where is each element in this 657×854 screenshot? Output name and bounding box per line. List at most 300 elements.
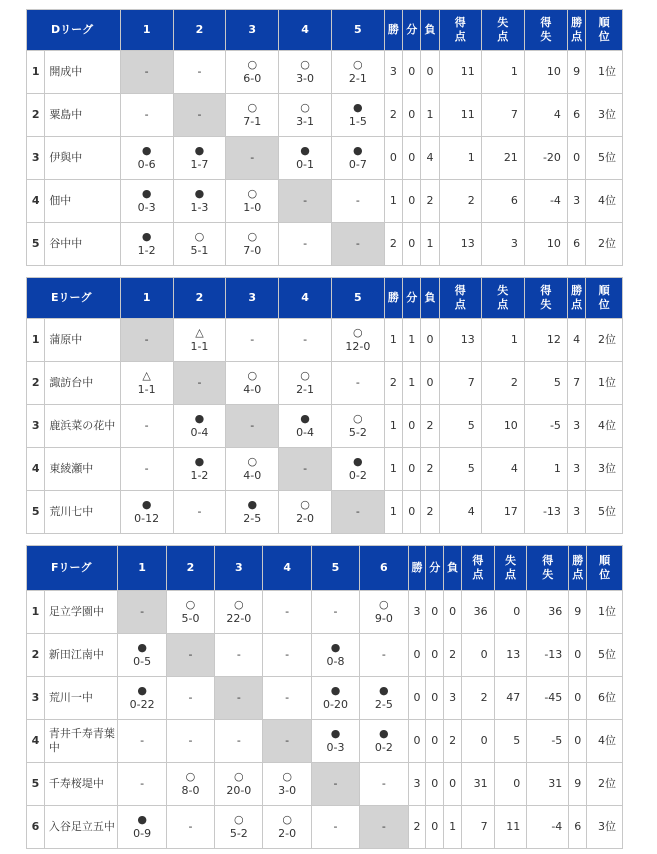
draws: 0 — [426, 763, 444, 806]
match-result — [226, 94, 279, 137]
result-mark: ● — [247, 498, 258, 511]
points: 7 — [567, 362, 585, 405]
opponent-header: 3 — [215, 546, 263, 591]
result-mark: ○ — [234, 770, 244, 783]
stat-header: 失 点 — [481, 10, 524, 51]
result-mark: ○ — [185, 770, 196, 783]
result-mark: ○ — [194, 230, 205, 243]
goals-for: 0 — [462, 720, 495, 763]
goals-against: 11 — [494, 806, 527, 849]
wins: 1 — [384, 180, 402, 223]
goal-difference: -45 — [527, 677, 569, 720]
stat-header: 得 点 — [439, 10, 481, 51]
result-mark: ● — [330, 727, 341, 740]
opponent-header: 3 — [226, 278, 279, 319]
match-score: - — [285, 734, 290, 747]
result-mark: ● — [137, 684, 147, 697]
match-score: 0-2 — [374, 741, 393, 754]
result-mark: ● — [353, 144, 363, 157]
losses: 0 — [421, 319, 439, 362]
result-mark: ● — [194, 455, 205, 468]
losses: 0 — [421, 51, 439, 94]
match-result — [173, 448, 226, 491]
match-score: - — [236, 648, 241, 661]
match-score: - — [188, 691, 193, 704]
stat-header: 得 失 — [524, 278, 567, 319]
team-name: 諏訪台中 — [45, 362, 120, 405]
stat-header: 勝 点 — [567, 10, 585, 51]
goals-against: 2 — [481, 362, 524, 405]
result-mark: ○ — [300, 369, 310, 382]
stat-header: 分 — [403, 10, 421, 51]
result-mark: ● — [141, 498, 152, 511]
goal-difference: -13 — [527, 634, 569, 677]
goals-for: 11 — [439, 51, 481, 94]
losses: 0 — [444, 763, 462, 806]
goals-against: 6 — [481, 180, 524, 223]
table-row — [27, 634, 623, 677]
result-mark: ● — [330, 684, 341, 697]
self-match-cell — [360, 806, 408, 849]
rank: 4位 — [586, 180, 623, 223]
result-mark: ● — [379, 684, 389, 697]
goals-for: 13 — [439, 223, 481, 266]
stat-header: 負 — [421, 278, 439, 319]
match-result — [226, 491, 279, 534]
match-result — [215, 720, 263, 763]
wins: 1 — [384, 405, 402, 448]
match-result — [118, 763, 166, 806]
losses: 0 — [421, 362, 439, 405]
match-score: - — [144, 65, 149, 78]
rank: 5位 — [586, 491, 623, 534]
table-row — [27, 720, 623, 763]
team-name: 入谷足立五中 — [44, 806, 118, 849]
row-number: 5 — [27, 491, 45, 534]
match-result — [226, 319, 279, 362]
self-match-cell — [173, 94, 226, 137]
goals-for: 0 — [462, 634, 495, 677]
match-score: - — [285, 648, 290, 661]
league-title: Eリーグ — [27, 278, 121, 319]
match-result — [226, 448, 279, 491]
match-result — [279, 491, 332, 534]
goals-for: 11 — [439, 94, 481, 137]
match-result — [279, 51, 332, 94]
losses: 0 — [444, 591, 462, 634]
match-score: 8-0 — [181, 784, 200, 797]
self-match-cell — [120, 51, 173, 94]
match-score: - — [140, 777, 145, 790]
match-result — [173, 223, 226, 266]
table-row — [27, 180, 623, 223]
match-score: 2-0 — [296, 512, 315, 525]
table-row — [27, 806, 623, 849]
match-score: 20-0 — [226, 784, 252, 797]
match-score: - — [236, 691, 241, 704]
result-mark: ● — [141, 144, 152, 157]
rank: 4位 — [586, 405, 623, 448]
result-mark: ● — [379, 727, 389, 740]
goals-against: 10 — [481, 405, 524, 448]
losses: 2 — [444, 720, 462, 763]
wins: 3 — [384, 51, 402, 94]
opponent-header: 5 — [331, 10, 384, 51]
match-result — [360, 677, 408, 720]
match-score: 1-1 — [137, 383, 156, 396]
goals-for: 5 — [439, 405, 481, 448]
draws: 0 — [426, 677, 444, 720]
draws: 0 — [426, 806, 444, 849]
match-result — [166, 720, 214, 763]
result-mark: ○ — [247, 101, 258, 114]
match-score: - — [236, 734, 241, 747]
result-mark: ● — [194, 144, 205, 157]
match-score: - — [197, 65, 202, 78]
league-title: Fリーグ — [27, 546, 118, 591]
result-mark: ● — [141, 230, 152, 243]
match-result — [279, 405, 332, 448]
match-result — [173, 319, 226, 362]
opponent-header: 5 — [331, 278, 384, 319]
draws: 0 — [403, 223, 421, 266]
team-name: 開成中 — [45, 51, 120, 94]
row-number: 2 — [27, 94, 45, 137]
losses: 1 — [421, 94, 439, 137]
draws: 0 — [403, 51, 421, 94]
match-result — [263, 806, 311, 849]
match-score: - — [197, 108, 202, 121]
points: 9 — [569, 591, 587, 634]
match-result — [118, 720, 166, 763]
points: 6 — [567, 94, 585, 137]
points: 3 — [567, 448, 585, 491]
result-mark: △ — [142, 369, 151, 382]
rank: 3位 — [586, 94, 623, 137]
match-result — [331, 448, 384, 491]
team-name: 足立学園中 — [44, 591, 118, 634]
self-match-cell — [311, 763, 359, 806]
match-score: 0-3 — [326, 741, 345, 754]
stat-header: 得 失 — [524, 10, 567, 51]
result-mark: ● — [353, 455, 363, 468]
row-number: 4 — [27, 720, 45, 763]
match-result — [331, 362, 384, 405]
row-number: 5 — [27, 763, 45, 806]
stat-header: 分 — [426, 546, 444, 591]
team-name: 谷中中 — [45, 223, 120, 266]
result-mark: ○ — [234, 598, 244, 611]
self-match-cell — [279, 180, 332, 223]
goals-against: 5 — [494, 720, 527, 763]
rank: 3位 — [586, 448, 623, 491]
stat-header: 勝 — [384, 278, 402, 319]
goal-difference: -5 — [527, 720, 569, 763]
wins: 0 — [408, 720, 426, 763]
result-mark: ○ — [379, 598, 389, 611]
stat-header: 勝 — [408, 546, 426, 591]
match-score: 0-4 — [190, 426, 209, 439]
match-result — [120, 405, 173, 448]
match-result — [279, 137, 332, 180]
match-result — [166, 677, 214, 720]
self-match-cell — [331, 223, 384, 266]
row-number: 5 — [27, 223, 45, 266]
goal-difference: 31 — [527, 763, 569, 806]
rank: 5位 — [586, 137, 623, 180]
stat-header: 得 失 — [527, 546, 569, 591]
match-score: 1-1 — [190, 340, 209, 353]
stat-header: 得 点 — [439, 278, 481, 319]
match-result — [331, 94, 384, 137]
self-match-cell — [226, 137, 279, 180]
team-name: 伊與中 — [45, 137, 120, 180]
goals-against: 4 — [481, 448, 524, 491]
stat-header: 得 点 — [462, 546, 495, 591]
losses: 1 — [421, 223, 439, 266]
match-score: - — [250, 419, 255, 432]
rank: 2位 — [587, 763, 623, 806]
draws: 0 — [403, 137, 421, 180]
row-number: 4 — [27, 180, 45, 223]
result-mark: ○ — [234, 813, 244, 826]
result-mark: ● — [353, 101, 363, 114]
match-score: 2-5 — [243, 512, 262, 525]
match-result — [311, 634, 359, 677]
match-result — [279, 94, 332, 137]
match-score: - — [303, 462, 308, 475]
match-score: 1-2 — [137, 244, 156, 257]
match-score: 1-3 — [190, 201, 209, 214]
match-score: 7-0 — [243, 244, 262, 257]
goals-against: 0 — [494, 591, 527, 634]
match-result — [263, 634, 311, 677]
match-score: - — [197, 376, 202, 389]
match-result — [173, 137, 226, 180]
match-result — [166, 591, 214, 634]
row-number: 1 — [27, 591, 45, 634]
goals-against: 7 — [481, 94, 524, 137]
match-score: - — [355, 505, 360, 518]
opponent-header: 4 — [279, 278, 332, 319]
match-result — [120, 180, 173, 223]
opponent-header: 4 — [279, 10, 332, 51]
match-score: 0-20 — [323, 698, 348, 711]
self-match-cell — [173, 362, 226, 405]
wins: 2 — [408, 806, 426, 849]
result-mark: ● — [137, 813, 147, 826]
row-number: 6 — [27, 806, 45, 849]
losses: 3 — [444, 677, 462, 720]
result-mark: ● — [194, 187, 205, 200]
wins: 0 — [384, 137, 402, 180]
stat-header: 順 位 — [586, 10, 623, 51]
match-result — [263, 763, 311, 806]
points: 3 — [567, 180, 585, 223]
goals-for: 7 — [462, 806, 495, 849]
match-result — [173, 491, 226, 534]
rank: 4位 — [587, 720, 623, 763]
result-mark: ○ — [353, 58, 363, 71]
match-score: 2-0 — [278, 827, 297, 840]
stat-header: 勝 点 — [567, 278, 585, 319]
wins: 1 — [384, 319, 402, 362]
goals-for: 13 — [439, 319, 481, 362]
match-score: 0-8 — [326, 655, 345, 668]
goal-difference: 1 — [524, 448, 567, 491]
match-result — [360, 720, 408, 763]
match-score: 0-12 — [134, 512, 160, 525]
league-table — [26, 545, 623, 849]
team-name: 荒川七中 — [45, 491, 120, 534]
match-score: - — [303, 237, 308, 250]
table-row — [27, 51, 623, 94]
result-mark: ○ — [300, 58, 310, 71]
match-score: - — [303, 333, 308, 346]
stat-header: 失 点 — [494, 546, 527, 591]
match-score: 2-1 — [296, 383, 315, 396]
match-score: 1-5 — [348, 115, 367, 128]
match-result — [263, 677, 311, 720]
match-score: 4-0 — [243, 383, 262, 396]
result-mark: ○ — [185, 598, 196, 611]
goals-for: 2 — [462, 677, 495, 720]
match-result — [215, 634, 263, 677]
header-row — [27, 546, 623, 591]
draws: 0 — [403, 491, 421, 534]
wins: 3 — [408, 763, 426, 806]
result-mark: ○ — [300, 101, 310, 114]
self-match-cell — [263, 720, 311, 763]
result-mark: ● — [330, 641, 341, 654]
goal-difference: -20 — [524, 137, 567, 180]
match-result — [360, 591, 408, 634]
result-mark: ○ — [282, 813, 292, 826]
draws: 0 — [426, 634, 444, 677]
match-score: 1-0 — [243, 201, 262, 214]
match-score: 0-3 — [137, 201, 156, 214]
goals-for: 31 — [462, 763, 495, 806]
match-result — [279, 362, 332, 405]
match-score: - — [250, 151, 255, 164]
league-table — [26, 9, 623, 266]
match-result — [120, 223, 173, 266]
goals-against: 13 — [494, 634, 527, 677]
stat-header: 分 — [403, 278, 421, 319]
match-score: 0-1 — [296, 158, 315, 171]
goals-for: 1 — [439, 137, 481, 180]
team-name: 荒川一中 — [44, 677, 118, 720]
match-result — [120, 137, 173, 180]
opponent-header: 1 — [120, 10, 173, 51]
header-row — [27, 10, 623, 51]
goals-against: 21 — [481, 137, 524, 180]
match-score: - — [355, 194, 360, 207]
match-score: - — [188, 820, 193, 833]
losses: 2 — [444, 634, 462, 677]
table-row — [27, 677, 623, 720]
wins: 2 — [384, 223, 402, 266]
goals-against: 47 — [494, 677, 527, 720]
match-score: - — [144, 419, 149, 432]
match-score: - — [285, 605, 290, 618]
self-match-cell — [226, 405, 279, 448]
draws: 0 — [403, 94, 421, 137]
match-score: - — [188, 734, 193, 747]
match-score: 5-1 — [190, 244, 209, 257]
row-number: 1 — [27, 319, 45, 362]
league-table — [26, 277, 623, 534]
table-row — [27, 763, 623, 806]
goal-difference: 5 — [524, 362, 567, 405]
goal-difference: 4 — [524, 94, 567, 137]
opponent-header: 1 — [118, 546, 166, 591]
wins: 2 — [384, 94, 402, 137]
goals-against: 0 — [494, 763, 527, 806]
goals-against: 3 — [481, 223, 524, 266]
match-score: - — [197, 505, 202, 518]
table-row — [27, 94, 623, 137]
team-name: 佃中 — [45, 180, 120, 223]
result-mark: ● — [300, 144, 310, 157]
opponent-header: 2 — [166, 546, 214, 591]
goals-for: 2 — [439, 180, 481, 223]
draws: 0 — [403, 405, 421, 448]
goals-against: 1 — [481, 51, 524, 94]
match-result — [215, 591, 263, 634]
opponent-header: 4 — [263, 546, 311, 591]
opponent-header: 2 — [173, 278, 226, 319]
wins: 0 — [408, 634, 426, 677]
match-result — [120, 94, 173, 137]
table-row — [27, 362, 623, 405]
points: 4 — [567, 319, 585, 362]
row-number: 3 — [27, 405, 45, 448]
result-mark: ● — [300, 412, 310, 425]
match-result — [120, 448, 173, 491]
match-score: - — [355, 376, 360, 389]
draws: 0 — [403, 180, 421, 223]
rank: 1位 — [586, 51, 623, 94]
losses: 1 — [444, 806, 462, 849]
points: 0 — [569, 720, 587, 763]
match-score: 2-1 — [348, 72, 367, 85]
match-score: - — [381, 820, 386, 833]
table-row — [27, 319, 623, 362]
match-result — [331, 137, 384, 180]
match-result — [120, 491, 173, 534]
match-score: 0-22 — [129, 698, 155, 711]
rank: 6位 — [587, 677, 623, 720]
team-name: 粟島中 — [45, 94, 120, 137]
result-mark: △ — [195, 326, 204, 339]
team-name: 鹿浜菜の花中 — [45, 405, 120, 448]
points: 6 — [567, 223, 585, 266]
result-mark: ○ — [247, 187, 258, 200]
match-result — [331, 405, 384, 448]
goals-for: 4 — [439, 491, 481, 534]
row-number: 3 — [27, 677, 45, 720]
row-number: 2 — [27, 634, 45, 677]
match-score: - — [333, 820, 338, 833]
goals-for: 5 — [439, 448, 481, 491]
match-score: 6-0 — [243, 72, 262, 85]
stat-header: 勝 点 — [569, 546, 587, 591]
match-result — [226, 362, 279, 405]
opponent-header: 3 — [226, 10, 279, 51]
match-score: 3-1 — [296, 115, 315, 128]
row-number: 3 — [27, 137, 45, 180]
